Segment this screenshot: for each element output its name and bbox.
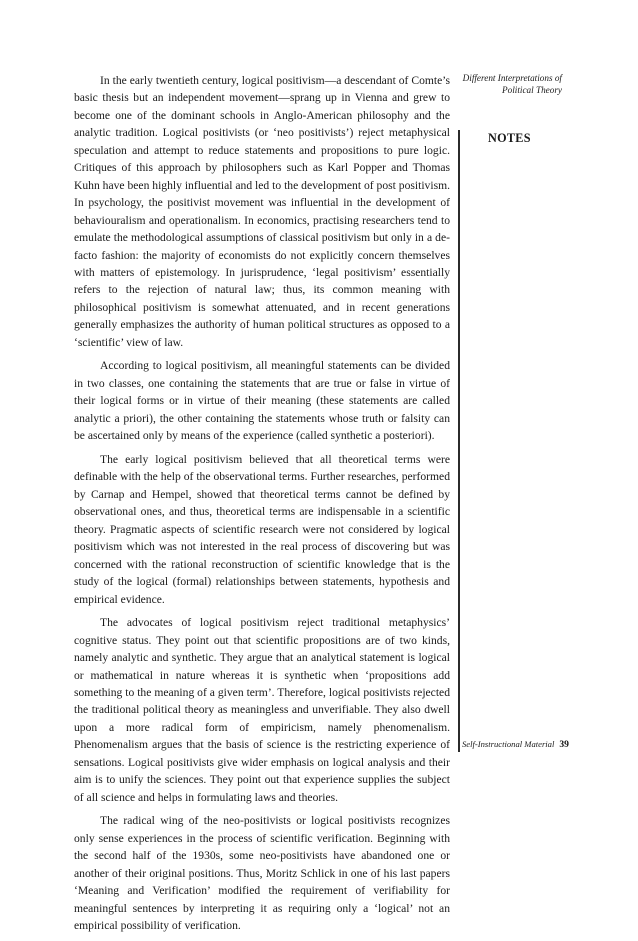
paragraph-logical-positivism-intro: In the early twentieth century, logical positivism—a descendant of Comte’s basic thesis but an independent movement—sprang up in Vienna and grew to become one of the dominant schools in Anglo-American philosophy and the analytic tradition. Logical positivists (or ‘neo positivists’) reject metaphysical speculation and attempt to reduce statements and propositions to pure logic. Critiques of this approach by philosophers such as Karl Popper and Thomas Kuhn have been highly influential and led to the development of post positivism. In psychology, the positivist movement was influential in the development of behaviouralism and operationalism. In economics, practising researchers tend to emulate the methodological assumptions of classical positivism but only in a de-facto fashion: the majority of economists do not explicitly concern themselves with matters of epistemology. In jurisprudence, ‘legal positivism’ essentially refers to the rejection of natural law; thus, its common meaning with philosophical positivism is somewhat attenuated, and in recent generations generally emphasizes the authority of human political structures as opposed to a ‘scientific’ view of law. [74, 74, 450, 349]
page-number: 39 [559, 739, 569, 750]
paragraph-meaningful-statements: According to logical positivism, all meaningful statements can be divided in two classes, one containing the statements that are true or false in virtue of their logical forms or in virtue of their meaning (these statements are called analytic a priori), the other containing the statements whose truth or falsity can be ascertained only by means of the experience (called synthetic a posteriori). [74, 359, 450, 443]
page-footer [462, 739, 569, 750]
margin-divider [458, 130, 460, 752]
running-header-line-1: Different Interpretations of [462, 73, 562, 83]
paragraph-radical-wing: The radical wing of the neo-positivists or logical positivists recognizes only sense experiences in the process of scientific verification. Beginning with the second half of the 1930s, some neo-positivists have abandoned one or another of their original positions. Thus, Moritz Schlick in one of his last papers ‘Meaning and Verification’ modified the requirement of verifiability for meaningful sentences by interpreting it as requiring only a ‘logical’ not an empirical possibility of verification. [74, 814, 450, 933]
paragraph-metaphysics-status: The advocates of logical positivism reject traditional metaphysics’ cognitive status. They point out that scientific propositions are of two kinds, namely analytic and synthetic. They argue that an analytical statement is logical or mathematical in nature whereas it is synthetic when ‘propositions add something to the meaning of a given term’. Therefore, logical positivists rejected the traditional political theory as meaningless and unverifiable. They also dwell upon a more radical form of empiricism, namely phenomenalism. Phenomenalism argues that the basis of science is the restricting experience of sensations. Logical positivists give wider emphasis on logical analysis and their aim is to unify the sciences. They point out that experience supplies the subject of all science and helps in formulating laws and theories. [74, 616, 450, 804]
main-text-column [74, 72, 450, 941]
running-header-line-2: Political Theory [502, 84, 562, 95]
paragraph-theoretical-terms: The early logical positivism believed that all theoretical terms were definable with the help of the observational terms. Further researches, performed by Carnap and Hempel, showed that theoretical terms cannot be defined by observational ones, and thus, theoretical terms are indispensable in a scientific theory. Pragmatic aspects of scientific research were not considered by logical positivism which was not interested in the real process of discovering but was concerned with the rational reconstruction of scientific knowledge that is the study of the logical (formal) relationships between statements, hypothesis and empirical evidence. [74, 452, 450, 606]
notes-label: NOTES [488, 131, 531, 145]
running-header [462, 73, 562, 96]
footer-label: Self-Instructional Material [462, 739, 555, 749]
